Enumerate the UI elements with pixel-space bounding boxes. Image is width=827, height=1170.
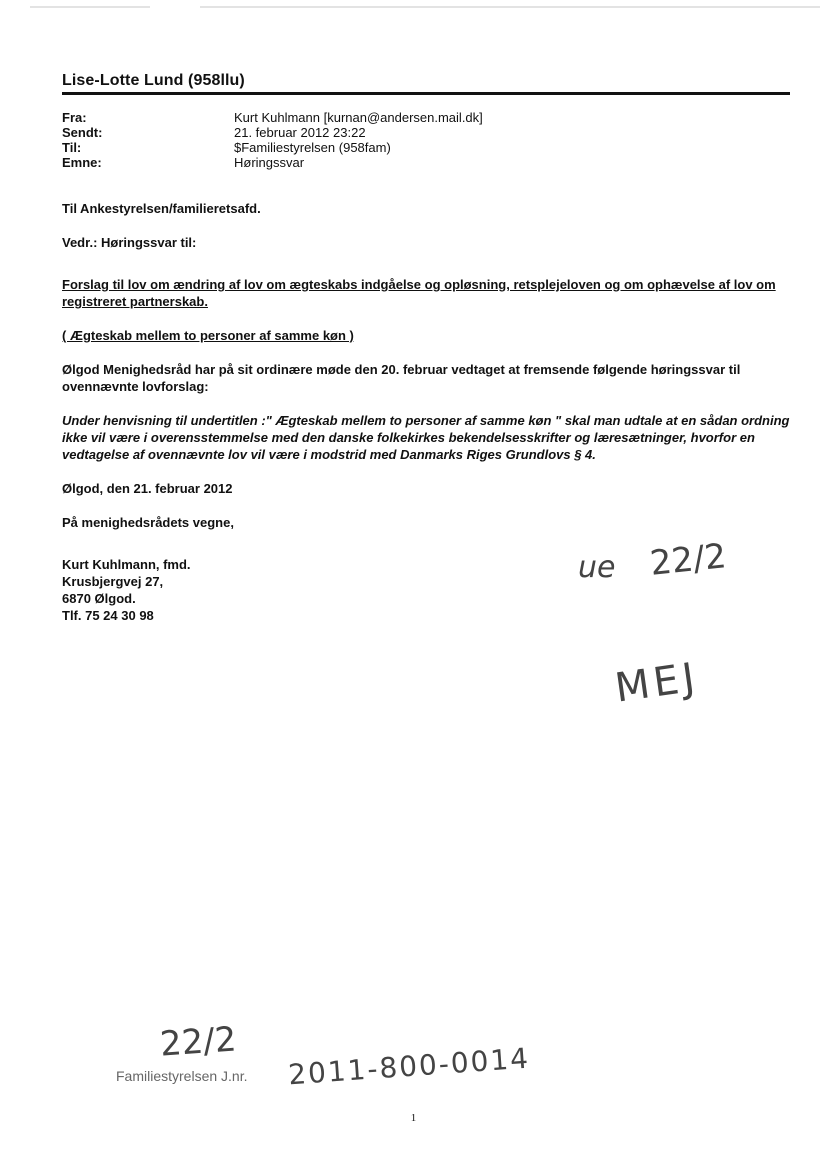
email-subject-row: [62, 155, 483, 170]
email-to-value: $Familiestyrelsen (958fam): [234, 140, 391, 155]
handwritten-case-number: 2011-800-0014: [287, 1041, 532, 1092]
email-sent-value: 21. februar 2012 23:22: [234, 125, 366, 140]
bill-subtitle: ( Ægteskab mellem to personer af samme køn ): [62, 328, 354, 343]
email-from-label: Fra:: [62, 110, 87, 125]
email-sent-row: [62, 125, 483, 140]
signature-street: Krusbjergvej 27,: [62, 574, 164, 589]
handwritten-initials: ue: [578, 550, 616, 585]
regarding-line: Vedr.: Høringssvar til:: [62, 235, 197, 250]
signature-name: Kurt Kuhlmann, fmd.: [62, 557, 191, 572]
signature-city: 6870 Ølgod.: [62, 591, 136, 606]
scan-artifact: [200, 6, 820, 8]
handwritten-date-note: 22/2: [648, 536, 729, 584]
email-to-label: Til:: [62, 140, 82, 155]
closing-line: På menighedsrådets vegne,: [62, 515, 234, 530]
statement-paragraph: Under henvisning til undertitlen :" Ægteskab mellem to personer af samme køn " skal man udtale at en sådan ordning ikke vil være i overensstemmelse med den danske folkekirkes bekendelsesskrifter og læresætninger, hvorfor en vedtagelse af ovennævnte lov vil være i modstrid med Danmarks Riges Grundlovs § 4.: [62, 413, 790, 462]
intro-paragraph: Ølgod Menighedsråd har på sit ordinære møde den 20. februar vedtaget at fremsende følgende høringssvar til ovennævnte lovforslag:: [62, 362, 741, 394]
email-header: [62, 110, 483, 170]
email-subject-value: Høringssvar: [234, 155, 305, 170]
page-number: 1: [410, 1112, 417, 1124]
mailbox-owner-name: Lise-Lotte Lund (958llu): [62, 72, 245, 89]
salutation: Til Ankestyrelsen/familieretsafd.: [62, 201, 261, 216]
place-date: Ølgod, den 21. februar 2012: [62, 481, 233, 496]
handwritten-mark: MEJ: [612, 654, 702, 712]
email-from-row: [62, 110, 483, 125]
signature-phone: Tlf. 75 24 30 98: [62, 608, 154, 623]
scan-artifact: [30, 6, 150, 8]
header-rule: [62, 92, 790, 95]
email-from-value: Kurt Kuhlmann [kurnan@andersen.mail.dk]: [234, 110, 483, 125]
email-subject-label: Emne:: [62, 155, 102, 170]
email-sent-label: Sendt:: [62, 125, 103, 140]
bill-title: Forslag til lov om ændring af lov om ægteskabs indgåelse og opløsning, retsplejeloven og om ophævelse af lov om registreret partnerskab.: [62, 277, 776, 309]
received-stamp-label: Familiestyrelsen J.nr.: [116, 1068, 248, 1084]
stamp-handwritten-date: 22/2: [158, 1019, 238, 1065]
email-to-row: [62, 140, 483, 155]
